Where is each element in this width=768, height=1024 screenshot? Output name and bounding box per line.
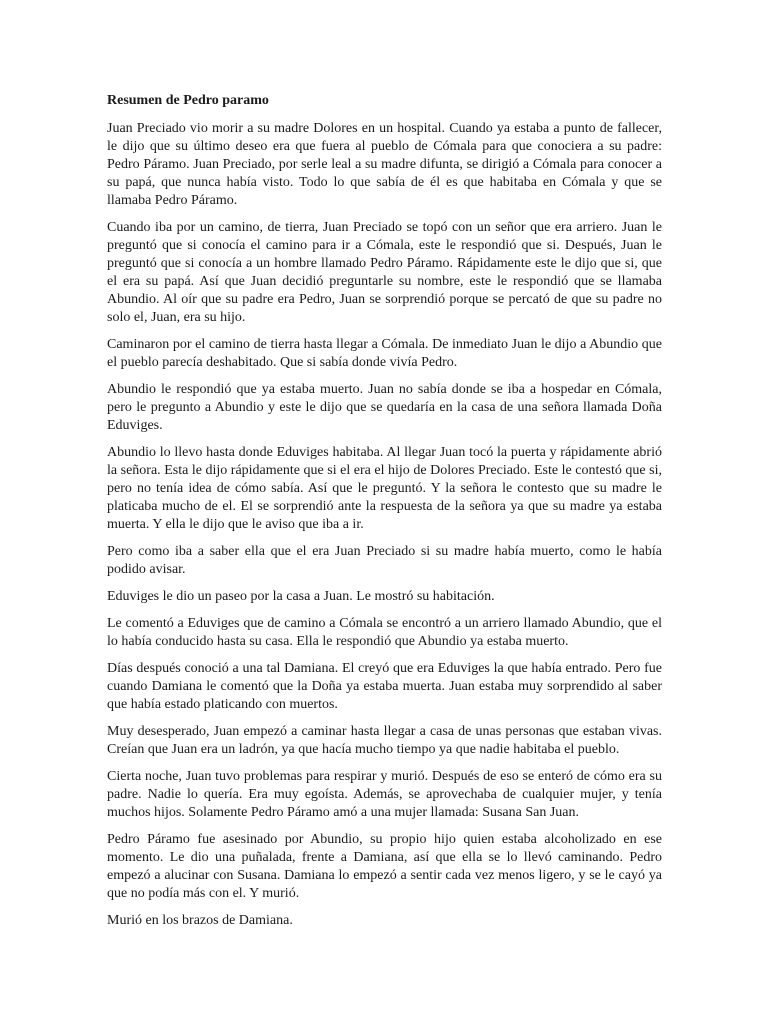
paragraph-4: Abundio le respondió que ya estaba muerto. Juan no sabía donde se iba a hospedar en Cómala, pero le pregunto a Abundio y este le dijo que se quedaría en la casa de una señora llamada Doña Eduviges. <box>107 382 662 433</box>
document-page <box>107 92 662 939</box>
paragraph-7: Eduviges le dio un paseo por la casa a Juan. Le mostró su habitación. <box>107 589 495 604</box>
paragraph-13: Murió en los brazos de Damiana. <box>107 913 293 928</box>
paragraph-3: Caminaron por el camino de tierra hasta llegar a Cómala. De inmediato Juan le dijo a Abundio que el pueblo parecía deshabitado. Que si sabía donde vivía Pedro. <box>107 337 662 370</box>
document-title: Resumen de Pedro paramo <box>107 93 269 108</box>
paragraph-6: Pero como iba a saber ella que el era Juan Preciado si su madre había muerto, como le había podido avisar. <box>107 544 662 577</box>
paragraph-12: Pedro Páramo fue asesinado por Abundio, su propio hijo quien estaba alcoholizado en ese momento. Le dio una puñalada, frente a Damiana, así que ella se lo llevó caminando. Pedro empezó a alucinar con Susana. Damiana lo empezó a sentir cada vez menos ligero, y se le cayó ya que no podía más con el. Y murió. <box>107 832 662 901</box>
paragraph-2: Cuando iba por un camino, de tierra, Juan Preciado se topó con un señor que era arriero. Juan le preguntó que si conocía el camino para ir a Cómala, este le respondió que si. Después, Juan le preguntó que si conocía a un hombre llamado Pedro Páramo. Rápidamente este le dijo que si, que el era su papá. Así que Juan decidió preguntarle su nombre, este le respondió que se llamaba Abundio. Al oír que su padre era Pedro, Juan se sorprendió porque se percató de que su padre no solo el, Juan, era su hijo. <box>107 220 662 325</box>
paragraph-5: Abundio lo llevo hasta donde Eduviges habitaba. Al llegar Juan tocó la puerta y rápidamente abrió la señora. Esta le dijo rápidamente que si el era el hijo de Dolores Preciado. Este le contestó que si, pero no tenía idea de cómo sabía. Así que le preguntó. Y la señora le contesto que su madre le platicaba mucho de el. El se sorprendió ante la respuesta de la señora ya que su madre ya estaba muerta. Y ella le dijo que le aviso que iba a ir. <box>107 445 662 532</box>
paragraph-9: Días después conoció a una tal Damiana. El creyó que era Eduviges la que había entrado. Pero fue cuando Damiana le comentó que la Doña ya estaba muerta. Juan estaba muy sorprendido al saber que había estado platicando con muertos. <box>107 661 662 712</box>
paragraph-8: Le comentó a Eduviges que de camino a Cómala se encontró a un arriero llamado Abundio, que el lo había conducido hasta su casa. Ella le respondió que Abundio ya estaba muerto. <box>107 616 662 649</box>
paragraph-11: Cierta noche, Juan tuvo problemas para respirar y murió. Después de eso se enteró de cómo era su padre. Nadie lo quería. Era muy egoísta. Además, se aprovechaba de cualquier mujer, y tenía muchos hijos. Solamente Pedro Páramo amó a una mujer llamada: Susana San Juan. <box>107 769 662 820</box>
paragraph-1: Juan Preciado vio morir a su madre Dolores en un hospital. Cuando ya estaba a punto de fallecer, le dijo que su último deseo era que fuera al pueblo de Cómala para que conociera a su padre: Pedro Páramo. Juan Preciado, por serle leal a su madre difunta, se dirigió a Cómala para conocer a su papá, que nunca había visto. Todo lo que sabía de él es que habitaba en Cómala y que se llamaba Pedro Páramo. <box>107 121 662 208</box>
paragraph-10: Muy desesperado, Juan empezó a caminar hasta llegar a casa de unas personas que estaban vivas. Creían que Juan era un ladrón, ya que hacía mucho tiempo ya que nadie habitaba el pueblo. <box>107 724 662 757</box>
